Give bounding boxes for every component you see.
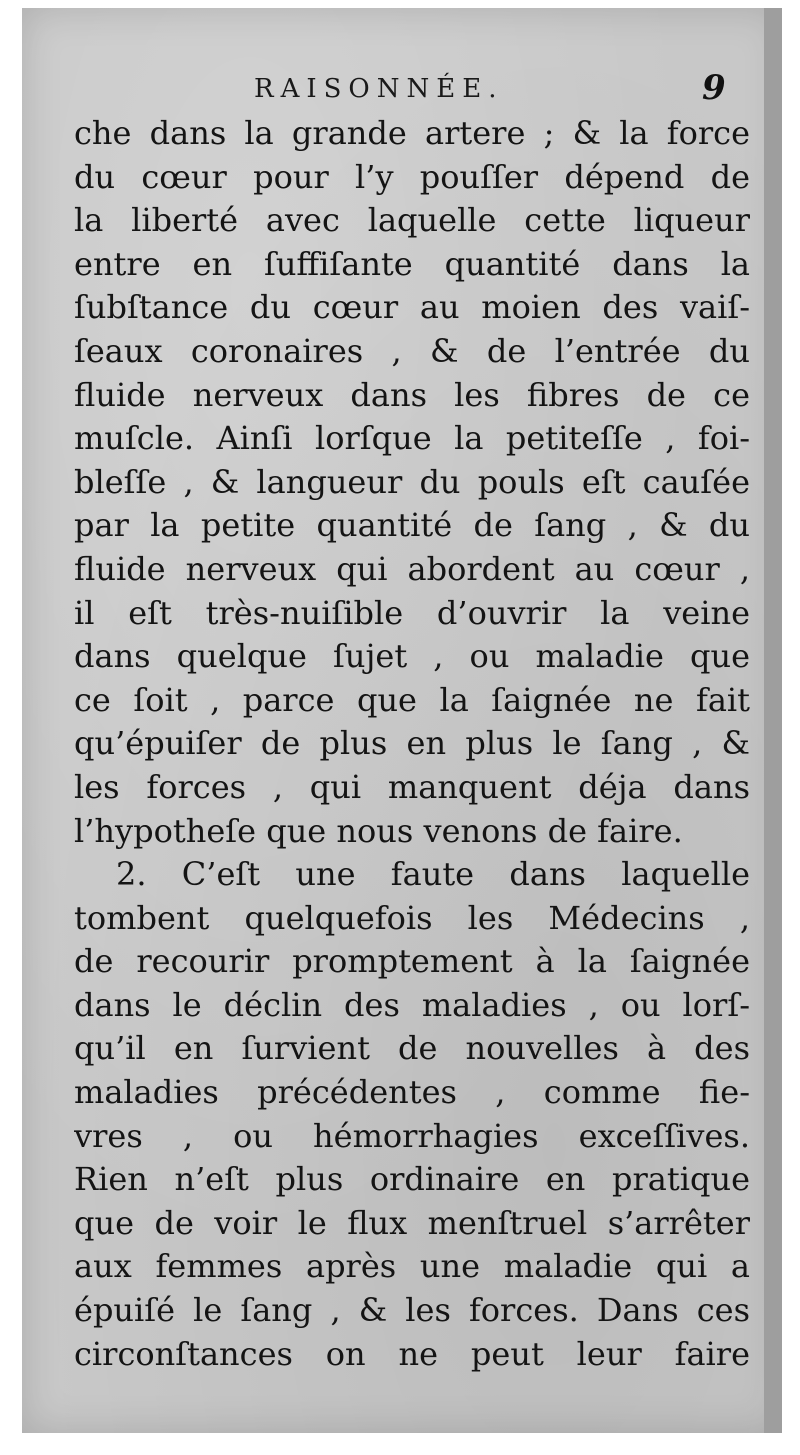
text-line: que de voir le flux menſtruel s’arrêter	[74, 1203, 750, 1242]
text-line: du cœur pour l’y pouſſer dépend de	[74, 157, 750, 196]
book-page	[22, 8, 782, 1433]
text-line: les forces , qui manquent déja dans	[74, 767, 750, 806]
text-line: qu’épuiſer de plus en plus le ſang , &	[74, 724, 750, 763]
text-line: muſcle. Ainſi lorſque la petiteſſe , foi-	[74, 419, 750, 458]
text-line: maladies précédentes , comme fie-	[74, 1073, 750, 1112]
text-line: la liberté avec laquelle cette liqueur	[74, 201, 750, 240]
body-text	[74, 112, 750, 1376]
text-line: de recourir promptement à la ſaignée	[74, 942, 750, 981]
text-line: il eſt très-nuiſible d’ouvrir la veine	[74, 593, 750, 632]
text-line: entre en ſuffiſante quantité dans la	[74, 244, 750, 283]
text-line: 2. C’eſt une faute dans laquelle	[116, 855, 750, 894]
text-line: qu’il en ſurvient de nouvelles à des	[74, 1029, 750, 1068]
text-line: bleſſe , & langueur du pouls eſt cauſée	[74, 462, 750, 501]
text-line: dans le déclin des maladies , ou lorſ-	[74, 985, 750, 1024]
text-line: ſubſtance du cœur au moien des vaiſ-	[74, 288, 750, 327]
text-line: vres , ou hémorrhagies exceſſives.	[74, 1116, 750, 1155]
text-line: dans quelque ſujet , ou maladie que	[74, 637, 750, 676]
text-line: fluide nerveux dans les fibres de ce	[74, 375, 750, 414]
text-line: par la petite quantité de ſang , & du	[74, 506, 750, 545]
running-head	[22, 68, 782, 114]
text-line: tombent quelquefois les Médecins ,	[74, 898, 750, 937]
text-line: Rien n’eſt plus ordinaire en pratique	[74, 1160, 750, 1199]
page-number: 9	[702, 68, 726, 108]
text-line: fluide nerveux qui abordent au cœur ,	[74, 549, 750, 588]
text-line: ce ſoit , parce que la ſaignée ne fait	[74, 680, 750, 719]
text-line: épuiſé le ſang , & les forces. Dans ces	[74, 1291, 750, 1330]
text-line: l’hypotheſe que nous venons de faire.	[74, 811, 683, 850]
text-line: ſeaux coronaires , & de l’entrée du	[74, 331, 750, 370]
text-line: che dans la grande artere ; & la force	[74, 114, 750, 152]
page-edge	[764, 8, 782, 1433]
running-title: RAISONNÉE.	[254, 74, 504, 104]
text-line: aux femmes après une maladie qui a	[74, 1247, 750, 1286]
text-line: circonſtances on ne peut leur faire	[74, 1334, 750, 1373]
